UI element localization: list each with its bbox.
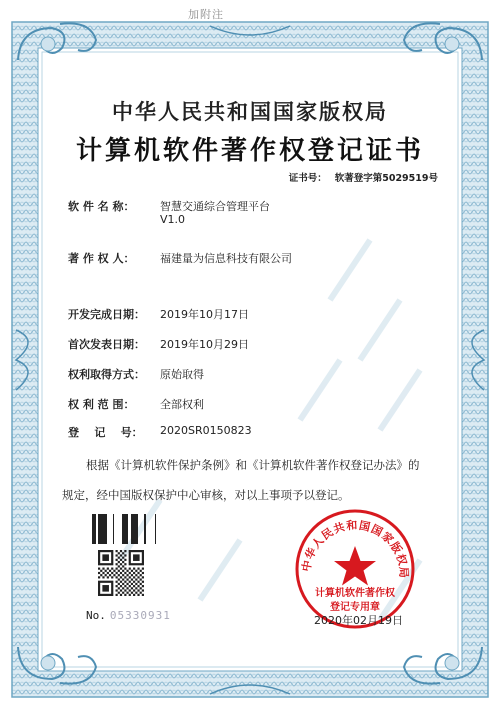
qr-module xyxy=(133,589,135,591)
qr-module xyxy=(107,576,109,578)
qr-module xyxy=(137,589,139,591)
qr-code-graphic xyxy=(98,550,144,596)
qr-module xyxy=(120,550,122,552)
qr-module xyxy=(137,576,139,578)
qr-module xyxy=(116,568,118,570)
field-acquisition-method xyxy=(68,366,204,382)
seal-line-2: 登记专用章 xyxy=(330,602,380,613)
qr-module xyxy=(105,570,107,572)
barcode-bar xyxy=(137,514,138,544)
qr-module xyxy=(109,574,111,576)
qr-module xyxy=(120,585,122,587)
qr-module xyxy=(140,578,142,580)
qr-module xyxy=(124,550,126,552)
barcode xyxy=(92,514,156,548)
statement-line: 根据《计算机软件保护条例》和《计算机软件著作权登记办法》的 xyxy=(86,458,420,472)
qr-module xyxy=(120,594,122,596)
field-label: 开发完成日期： xyxy=(68,308,145,321)
qr-module xyxy=(142,585,144,587)
qr-module xyxy=(142,576,144,578)
qr-module xyxy=(122,557,124,559)
qr-module xyxy=(118,574,120,576)
qr-module xyxy=(120,554,122,556)
qr-module xyxy=(124,576,126,578)
qr-module xyxy=(116,589,118,591)
handwritten-note: 加附注 xyxy=(188,8,224,21)
qr-module xyxy=(131,587,133,589)
field-copyright-owner xyxy=(68,250,292,266)
barcode-bar xyxy=(102,514,104,544)
qr-module xyxy=(135,587,137,589)
qr-finder xyxy=(133,554,140,561)
qr-module xyxy=(140,574,142,576)
qr-module xyxy=(140,587,142,589)
qr-module xyxy=(120,559,122,561)
qr-module xyxy=(107,572,109,574)
qr-module xyxy=(116,594,118,596)
barcode-bar xyxy=(113,514,114,544)
field-value: 2020SR0150823 xyxy=(160,424,252,437)
qr-module xyxy=(98,576,100,578)
qr-module xyxy=(131,574,133,576)
qr-module xyxy=(118,557,120,559)
qr-module xyxy=(142,594,144,596)
qr-module xyxy=(98,572,100,574)
field-registration-number xyxy=(68,424,252,440)
field-rights-scope xyxy=(68,396,204,412)
qr-module xyxy=(116,550,118,552)
qr-module xyxy=(142,589,144,591)
qr-module xyxy=(129,589,131,591)
qr-finder xyxy=(102,554,109,561)
registration-statement xyxy=(62,450,442,510)
certificate-title: 计算机软件著作权登记证书 xyxy=(75,136,424,166)
seal-line-1: 计算机软件著作权 xyxy=(315,588,395,599)
qr-module xyxy=(140,570,142,572)
field-label: 登 记 号： xyxy=(68,426,143,439)
field-label: 权利取得方式： xyxy=(68,368,145,381)
star-icon xyxy=(334,546,376,586)
qr-module xyxy=(98,568,100,570)
qr-module xyxy=(124,568,126,570)
qr-module xyxy=(126,574,128,576)
qr-module xyxy=(122,552,124,554)
qr-module xyxy=(122,592,124,594)
qr-module xyxy=(102,572,104,574)
qr-module xyxy=(137,581,139,583)
qr-module xyxy=(131,570,133,572)
qr-module xyxy=(124,572,126,574)
qr-module xyxy=(126,587,128,589)
qr-module xyxy=(118,583,120,585)
qr-module xyxy=(142,581,144,583)
serial-value: 05330931 xyxy=(109,609,171,622)
qr-module xyxy=(129,572,131,574)
field-value: 2019年10月17日 xyxy=(160,308,249,321)
qr-code xyxy=(98,550,144,600)
qr-module xyxy=(118,570,120,572)
certificate-number-label: 证书号： xyxy=(288,173,327,184)
qr-module xyxy=(124,559,126,561)
qr-module xyxy=(116,581,118,583)
qr-module xyxy=(131,592,133,594)
barcode-bar xyxy=(144,514,146,544)
qr-module xyxy=(122,574,124,576)
field-value: 福建量为信息科技有限公司 xyxy=(160,252,292,265)
qr-module xyxy=(116,563,118,565)
qr-module xyxy=(126,578,128,580)
qr-module xyxy=(122,583,124,585)
qr-module xyxy=(111,572,113,574)
barcode-bar xyxy=(125,514,126,544)
qr-module xyxy=(135,583,137,585)
qr-module xyxy=(129,576,131,578)
barcode-bar xyxy=(101,514,102,544)
qr-module xyxy=(116,572,118,574)
qr-module xyxy=(133,581,135,583)
serial-number xyxy=(86,609,171,622)
qr-module xyxy=(118,578,120,580)
barcode-bar xyxy=(155,514,156,544)
field-value: 全部权利 xyxy=(160,398,204,411)
qr-module xyxy=(111,568,113,570)
qr-module xyxy=(118,552,120,554)
qr-module xyxy=(122,578,124,580)
qr-module xyxy=(100,570,102,572)
qr-module xyxy=(129,585,131,587)
qr-module xyxy=(122,565,124,567)
qr-module xyxy=(137,572,139,574)
qr-module xyxy=(142,572,144,574)
qr-module xyxy=(126,583,128,585)
field-value-version: V1.0 xyxy=(160,213,186,226)
qr-module xyxy=(122,587,124,589)
qr-module xyxy=(140,583,142,585)
qr-module xyxy=(135,570,137,572)
qr-module xyxy=(120,589,122,591)
certificate-number-value: 软著登字第5029519号 xyxy=(334,173,438,184)
barcode-bar xyxy=(98,514,101,544)
qr-module xyxy=(102,576,104,578)
qr-module xyxy=(111,576,113,578)
qr-module xyxy=(120,581,122,583)
field-software-name xyxy=(68,198,270,226)
qr-module xyxy=(107,568,109,570)
qr-module xyxy=(126,592,128,594)
qr-module xyxy=(116,559,118,561)
qr-module xyxy=(113,570,115,572)
barcode-bar xyxy=(132,514,134,544)
qr-finder xyxy=(102,585,109,592)
barcode-bar xyxy=(131,514,132,544)
statement-line: 规定，经中国版权保护中心审核，对以上事项予以登记。 xyxy=(62,488,350,502)
qr-module xyxy=(118,592,120,594)
qr-module xyxy=(140,592,142,594)
barcode-bar xyxy=(134,514,137,544)
field-value: 2019年10月29日 xyxy=(160,338,249,351)
qr-module xyxy=(124,554,126,556)
barcode-bar xyxy=(104,514,107,544)
qr-module xyxy=(124,589,126,591)
qr-module xyxy=(124,563,126,565)
field-value: 原始取得 xyxy=(160,368,204,381)
qr-module xyxy=(126,570,128,572)
qr-module xyxy=(124,585,126,587)
field-label: 权 利 范 围： xyxy=(68,398,135,411)
qr-module xyxy=(120,563,122,565)
qr-module xyxy=(124,581,126,583)
barcode-bar xyxy=(95,514,96,544)
qr-module xyxy=(120,576,122,578)
field-completion-date xyxy=(68,306,249,322)
qr-module xyxy=(118,587,120,589)
qr-module xyxy=(133,585,135,587)
issuing-authority: 中华人民共和国国家版权局 xyxy=(112,99,388,124)
qr-module xyxy=(133,576,135,578)
barcode-bar xyxy=(92,514,95,544)
qr-module xyxy=(122,561,124,563)
qr-module xyxy=(129,568,131,570)
qr-module xyxy=(100,574,102,576)
qr-module xyxy=(116,554,118,556)
qr-module xyxy=(135,574,137,576)
qr-module xyxy=(142,568,144,570)
qr-module xyxy=(120,568,122,570)
qr-module xyxy=(137,568,139,570)
qr-module xyxy=(135,592,137,594)
qr-module xyxy=(102,568,104,570)
barcode-bar xyxy=(126,514,128,544)
qr-module xyxy=(105,574,107,576)
qr-module xyxy=(133,594,135,596)
qr-module xyxy=(129,594,131,596)
field-publication-date xyxy=(68,336,249,352)
qr-module xyxy=(131,583,133,585)
barcode-graphic xyxy=(92,514,156,544)
qr-module xyxy=(118,565,120,567)
field-label: 软 件 名 称： xyxy=(68,200,135,213)
qr-module xyxy=(116,585,118,587)
qr-module xyxy=(116,576,118,578)
barcode-bar xyxy=(122,514,125,544)
serial-label: No. xyxy=(86,609,106,622)
qr-module xyxy=(137,585,139,587)
qr-module xyxy=(137,594,139,596)
qr-module xyxy=(120,572,122,574)
qr-module xyxy=(109,570,111,572)
qr-module xyxy=(122,570,124,572)
qr-module xyxy=(124,594,126,596)
field-label: 著 作 权 人： xyxy=(68,252,135,265)
field-value: 智慧交通综合管理平台 xyxy=(160,200,270,213)
qr-module xyxy=(118,561,120,563)
qr-module xyxy=(129,581,131,583)
qr-module xyxy=(131,578,133,580)
qr-module xyxy=(113,574,115,576)
qr-module xyxy=(133,568,135,570)
field-label: 首次发表日期： xyxy=(68,338,145,351)
qr-module xyxy=(133,572,135,574)
certificate-number xyxy=(289,170,438,184)
qr-module xyxy=(135,578,137,580)
issue-date: 2020年02月19日 xyxy=(314,614,403,627)
seal-ring-text: 中华人民共和国国家版权局 xyxy=(299,518,411,579)
